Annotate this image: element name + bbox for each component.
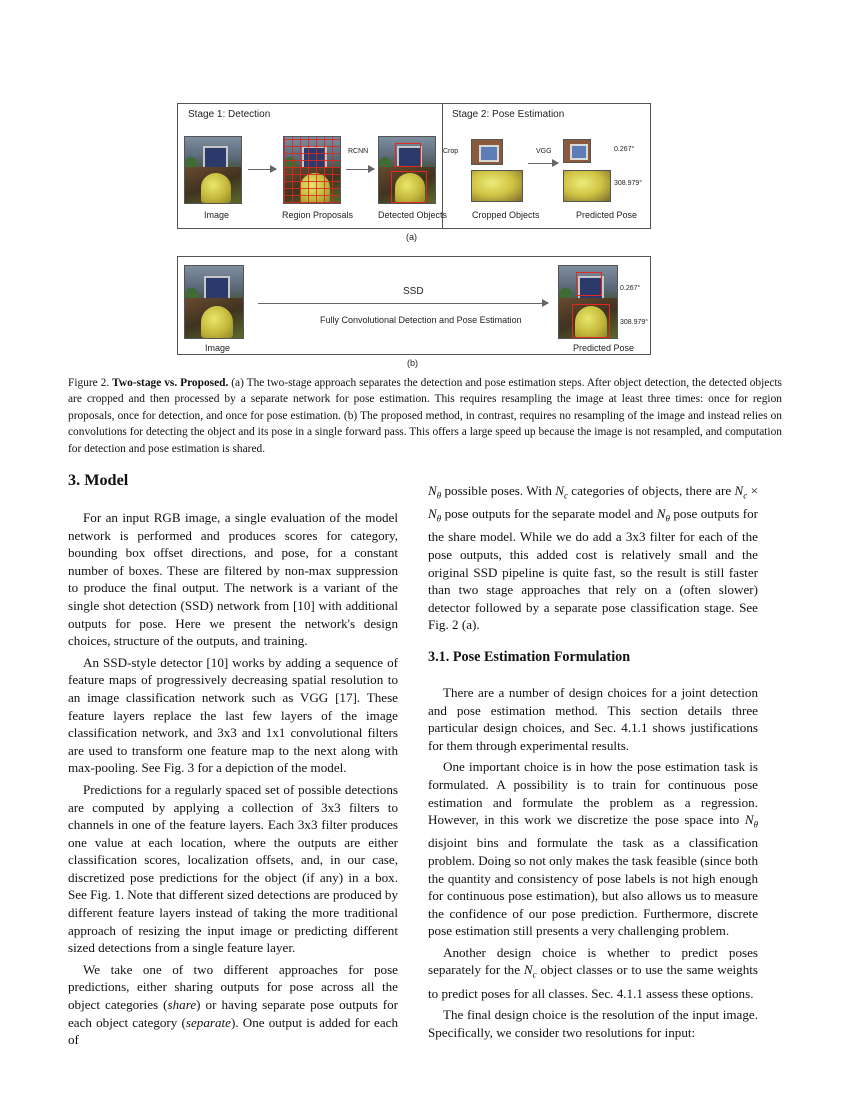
caption-prefix: Figure 2. [68, 377, 110, 389]
separate-term: separate [185, 1014, 231, 1030]
input-image-thumbnail-b [184, 265, 244, 339]
paragraph-4: We take one of two different approaches for pose predictions, either sharing outputs for pose across all the object categories (share) or having separate pose outputs for each object category (separate). One output is added for each of [68, 961, 398, 1048]
predicted-monitor-thumbnail [563, 139, 591, 163]
arrow-image-to-proposals [248, 169, 276, 170]
crop-label: Crop [443, 148, 459, 155]
section-heading: 3. Model [68, 471, 129, 489]
nc-times-ntheta: $N_c \times N_\theta$ [428, 483, 758, 524]
input-image-thumbnail [184, 136, 242, 204]
rcnn-label: RCNN [348, 148, 369, 155]
ssd-label: SSD [403, 286, 424, 297]
arrow-ssd [258, 303, 548, 304]
region-proposals-thumbnail [283, 136, 341, 204]
n-c-symbol-2: $N_c$ [523, 962, 537, 981]
paragraph-6: There are a number of design choices for a joint detection and pose estimation method. This section details three particular design choices, and Sec. 4.1.1 shows justifications for them through experimental results. [428, 684, 758, 753]
caption-title: Two-stage vs. Proposed. [112, 377, 229, 389]
subsection-heading: 3.1. Pose Estimation Formulation [428, 648, 631, 665]
right-column [428, 482, 758, 1041]
n-c-symbol: $N_c$ [555, 483, 568, 501]
stage1-title: Stage 1: Detection [188, 109, 271, 120]
label-detected-objects: Detected Objects [378, 210, 448, 220]
angle-chair: 308.979° [614, 180, 643, 187]
figure-2b-panel [177, 256, 651, 355]
predicted-chair-thumbnail [563, 170, 611, 202]
paragraph-2: An SSD-style detector [10] works by adding a sequence of feature maps of progressively decreasing spatial resolution to an image classification network such as VGG [17]. These feature layers replace the last few layers of the image classification network, and 3x3 and 1x1 convolutional filters are used to transform one feature map to the next along with max-pooling. See Fig. 3 for a depiction of the model. [68, 654, 398, 776]
angle-monitor: 0.267° [614, 146, 635, 153]
label-cropped-objects: Cropped Objects [472, 210, 540, 220]
vgg-label: VGG [536, 148, 552, 155]
angle-chair-b: 308.979° [620, 319, 649, 326]
share-term: share [167, 997, 197, 1013]
label-predicted-pose-b: Predicted Pose [573, 343, 635, 353]
paragraph-8: Another design choice is whether to predict poses separately for the $N_c$ object classes or to use the same weights to predict poses for all classes. Sec. 4.1.1 assess these options. [428, 944, 759, 1001]
label-image-b: Image [205, 343, 231, 353]
figure-caption [68, 375, 782, 457]
n-theta-symbol-3: $N_\theta$ [744, 812, 758, 830]
cropped-chair-thumbnail [471, 170, 523, 202]
n-theta-symbol-2: $N_\theta$ [656, 506, 670, 524]
cropped-monitor-thumbnail [471, 139, 503, 165]
figure-2b-sublabel: (b) [407, 358, 418, 368]
label-predicted-pose: Predicted Pose [576, 210, 638, 220]
paragraph-9: The final design choice is the resolution of the input image. Specifically, we consider two resolutions for input: [428, 1007, 758, 1040]
arrow-proposals-to-detected [346, 169, 374, 170]
paragraph-5: $N_\theta$ possible poses. With $N_c$ categories of objects, there are $N_c \times N_\theta$ pose outputs for the separate model and $N_\theta$ pose outputs for the share model. While we do add a 3x3 filter for each of the pose outputs, this added cost is relatively small and the original SSD pipeline is quite fast, so the result is still faster than two stage approaches that rely on a (often slower) detector followed by a separate pose classification stage. See Fig. 2 (a). [428, 483, 758, 633]
caption-text: (a) The two-stage approach separates the detection and pose estimation steps. After object detection, the detected objects are cropped and then processed by a separate network for pose estimation. This requires resampling the image at least three times: once for region proposals, once for detection, and once for pose estimation. (b) The proposed method, in contrast, requires no resampling of the image and instead relies on convolutions for detecting the object and its pose in a single forward pass. This offers a large speed up because the image is not resampled, and computation for detection and pose estimation is shared. [68, 377, 782, 455]
paragraph-1: For an input RGB image, a single evaluation of the model network is performed and produces scores for category, bounding box offset directions, and pose, for a constant number of boxes. These are filtered by non-max suppression to produce the final output. The network is a variant of the single shot detection (SSD) network from [10] with additional outputs for pose. Here we present the network's design choices, structure of the outputs, and training. [68, 510, 398, 649]
arrow-cropped-to-pose [528, 163, 558, 164]
n-theta-symbol: $N_\theta$ [428, 483, 442, 501]
detected-objects-thumbnail [378, 136, 436, 204]
label-region-proposals: Region Proposals [282, 210, 354, 220]
figure-2a-sublabel: (a) [406, 232, 417, 242]
paragraph-3: Predictions for a regularly spaced set of possible detections are computed by applying a collection of 3x3 filters to channels in one of the feature layers. Each 3x3 filter produces one value at each location, where the outputs are either classification scores, localization offsets, and, in our case, discretized pose predictions for the object (if any) in a box. See Fig. 1. Note that different sized detections are produced by different feature layers instead of taking the more traditional approach of resizing the input image or predicting different sized detections from a single feature layer. [68, 781, 398, 956]
predicted-image-thumbnail-b [558, 265, 618, 339]
stage2-title: Stage 2: Pose Estimation [452, 109, 565, 120]
left-column [68, 470, 398, 1049]
figure-2a-panel [177, 103, 651, 229]
fcn-label: Fully Convolutional Detection and Pose Estimation [320, 315, 522, 325]
label-image: Image [204, 210, 230, 220]
paragraph-7: One important choice is in how the pose estimation task is formulated. A possibility is to train for continuous pose estimation and formulate the problem as a regression. However, in this work we discretize the pose space into $N_\theta$ disjoint bins and formulate the task as a classification problem. Doing so not only makes the task feasible (since both the quantity and consistency of pose labels is not high enough for continuous pose estimation), but also allows us to measure the confidence of our pose prediction. Furthermore, discrete pose estimation still presents a very challenging problem. [428, 759, 758, 939]
angle-monitor-b: 0.267° [620, 285, 641, 292]
